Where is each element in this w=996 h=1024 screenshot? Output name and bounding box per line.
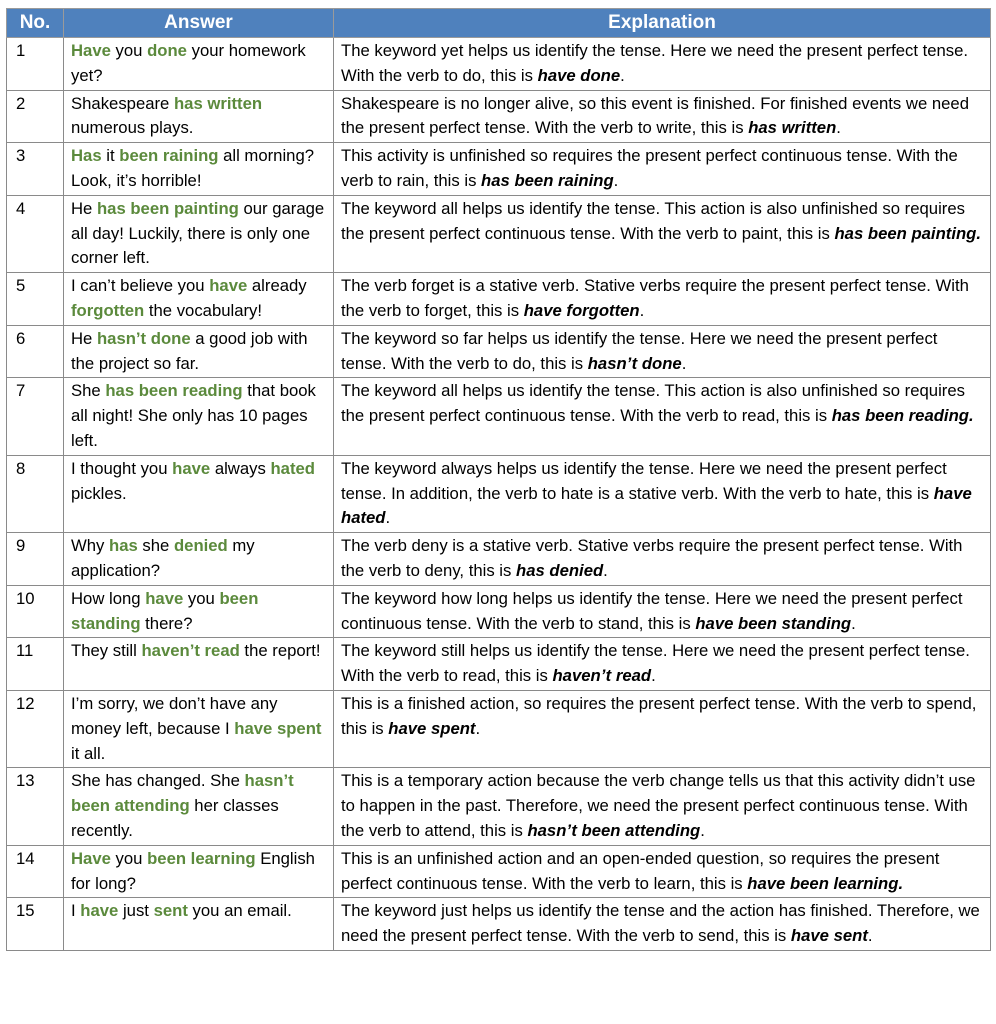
text-segment: . (385, 508, 391, 528)
text-segment: The verb forget is a stative verb. Stative verbs require the present perfect tense. With the verb to forget, this is (341, 276, 969, 320)
text-segment: The keyword just helps us identify the tense and the action has finished. Therefore, we need the present perfect tense. With the verb to send, this is (341, 901, 980, 946)
explanation-cell (334, 585, 991, 638)
text-segment: it all. (71, 743, 106, 763)
text-segment: He (71, 198, 97, 218)
answer-cell (64, 638, 334, 691)
answer-cell (64, 455, 334, 532)
text-segment: all morning? Look, it’s horrible! (71, 146, 315, 190)
verb-form: has been raining (481, 170, 614, 190)
explanation-cell (334, 845, 991, 898)
table-row (7, 585, 991, 638)
text-segment: How long (71, 588, 146, 608)
verb-highlight: have (145, 588, 184, 608)
text-segment: . (639, 300, 645, 320)
text-segment: This is a finished action, so requires the present perfect tense. With the verb to spend, this is (341, 693, 977, 738)
verb-form: have done (537, 65, 621, 85)
verb-highlight: been standing (71, 588, 259, 633)
answer-cell (64, 90, 334, 143)
text-segment: . (603, 560, 608, 580)
row-number: 6 (7, 325, 64, 378)
explanation-cell (334, 143, 991, 196)
text-segment: our garage all day! Luckily, there is only one corner left. (71, 198, 325, 268)
text-segment: Why (71, 536, 110, 556)
text-segment: This is a temporary action because the verb change tells us that this activity didn’t use to happen in the past. Therefore, we need the present perfect continuous tense. With the verb to attend, this is (341, 771, 976, 840)
text-segment: you an email. (187, 901, 292, 921)
verb-highlight: Have (71, 848, 111, 868)
text-segment: you (183, 588, 220, 608)
row-number: 3 (7, 143, 64, 196)
text-segment: The keyword yet helps us identify the tense. Here we need the present perfect tense. With the verb to do, this is (341, 41, 969, 85)
text-segment: . (613, 170, 619, 190)
text-segment: there? (140, 613, 193, 633)
verb-form: have been standing (695, 613, 852, 633)
text-segment: a good job with the project so far. (71, 328, 308, 373)
text-segment: . (851, 613, 856, 633)
verb-form: have hated (341, 483, 972, 528)
verb-form: have forgotten (523, 300, 640, 320)
table-row (7, 898, 991, 951)
text-segment: This activity is unfinished so requires the present perfect continuous tense. With the verb to rain, this is (341, 146, 958, 190)
verb-highlight: have spent (234, 718, 322, 738)
explanation-cell (334, 690, 991, 767)
text-segment: pickles. (71, 483, 127, 503)
verb-highlight: Has (71, 146, 102, 166)
explanation-cell (334, 768, 991, 845)
explanation-cell (334, 378, 991, 455)
text-segment: just (118, 901, 154, 921)
verb-highlight: forgotten (71, 300, 145, 320)
verb-form: has written (748, 118, 837, 138)
table-row (7, 273, 991, 326)
text-segment: The keyword all helps us identify the tense. This action is also unfinished so requires the present perfect continuous tense. With the verb to paint, this is (341, 198, 965, 243)
text-segment: The keyword all helps us identify the tense. This action is also unfinished so requires the present perfect continuous tense. With the verb to read, this is (341, 381, 965, 426)
text-segment: you (110, 848, 148, 868)
text-segment: They still (71, 641, 142, 661)
text-segment: her classes recently. (71, 796, 279, 840)
explanation-cell (334, 455, 991, 532)
verb-highlight: has been reading (105, 381, 243, 401)
text-segment: The keyword how long helps us identify the tense. Here we need the present perfect continuous tense. With the verb to stand, this is (341, 588, 963, 633)
table-row (7, 690, 991, 767)
text-segment: I can’t believe you (71, 276, 210, 296)
text-segment: English for long? (71, 848, 315, 893)
text-segment: The keyword always helps us identify the tense. Here we need the present perfect tense. In addition, the verb to hate is a stative verb. With the verb to hate, this is (341, 458, 947, 503)
verb-form: has been reading. (831, 406, 974, 426)
text-segment: . (700, 820, 705, 840)
table-row (7, 38, 991, 91)
explanation-cell (334, 898, 991, 951)
answer-cell (64, 845, 334, 898)
verb-highlight: Have (71, 41, 111, 60)
answer-cell (64, 273, 334, 326)
text-segment: she (137, 536, 174, 556)
row-number: 10 (7, 585, 64, 638)
table-header-row (7, 9, 991, 38)
text-segment: that book all night! She only has 10 pages left. (71, 381, 316, 450)
verb-highlight: have (80, 901, 119, 921)
verb-highlight: has (109, 536, 138, 556)
answer-cell (64, 378, 334, 455)
explanation-cell (334, 325, 991, 378)
explanation-cell (334, 638, 991, 691)
table-row (7, 638, 991, 691)
answer-key-table-wrapper (6, 8, 990, 951)
explanation-cell (334, 90, 991, 143)
answer-key-table (6, 8, 991, 951)
text-segment: The keyword still helps us identify the tense. Here we need the present perfect tense. With the verb to read, this is (341, 641, 970, 686)
text-segment: The keyword so far helps us identify the tense. Here we need the present perfect tense. With the verb to do, this is (341, 328, 938, 373)
verb-highlight: been raining (119, 146, 219, 166)
text-segment: already (247, 276, 307, 296)
text-segment: I’m sorry, we don’t have any money left, because I (71, 693, 278, 738)
verb-form: haven’t read (552, 666, 652, 686)
verb-form: have sent (790, 926, 868, 946)
table-row (7, 143, 991, 196)
text-segment: . (867, 926, 873, 946)
table-row (7, 378, 991, 455)
verb-highlight: been learning (147, 848, 256, 868)
text-segment: always (210, 458, 271, 478)
header-no: No. (7, 9, 64, 38)
text-segment: She has changed. She (71, 771, 245, 791)
table-row (7, 195, 991, 272)
table-row (7, 533, 991, 586)
verb-highlight: hasn’t done (96, 328, 191, 348)
row-number: 13 (7, 768, 64, 845)
answer-cell (64, 533, 334, 586)
row-number: 12 (7, 690, 64, 767)
row-number: 2 (7, 90, 64, 143)
text-segment: your homework yet? (71, 41, 306, 85)
text-segment: . (836, 118, 841, 138)
row-number: 15 (7, 898, 64, 951)
text-segment: you (110, 41, 148, 60)
row-number: 14 (7, 845, 64, 898)
explanation-cell (334, 38, 991, 91)
verb-highlight: have (172, 458, 211, 478)
verb-form: has been painting. (834, 223, 981, 243)
text-segment: He (71, 328, 97, 348)
table-row (7, 845, 991, 898)
answer-cell (64, 898, 334, 951)
row-number: 7 (7, 378, 64, 455)
verb-highlight: hasn’t been attending (71, 771, 294, 816)
row-number: 5 (7, 273, 64, 326)
verb-highlight: hated (270, 458, 315, 478)
table-row (7, 768, 991, 845)
text-segment: the vocabulary! (144, 300, 263, 320)
table-row (7, 325, 991, 378)
verb-form: have been learning. (747, 873, 904, 893)
verb-form: hasn’t been attending (527, 820, 701, 840)
row-number: 11 (7, 638, 64, 691)
answer-cell (64, 143, 334, 196)
answer-cell (64, 768, 334, 845)
text-segment: the report! (239, 641, 321, 661)
verb-highlight: has been painting (96, 198, 239, 218)
verb-highlight: haven’t read (141, 641, 240, 661)
text-segment: I thought you (71, 458, 173, 478)
verb-form: have spent (388, 718, 476, 738)
explanation-cell (334, 533, 991, 586)
row-number: 9 (7, 533, 64, 586)
text-segment: The verb deny is a stative verb. Stative verbs require the present perfect tense. With the verb to deny, this is (341, 536, 963, 580)
answer-cell (64, 585, 334, 638)
header-answer: Answer (64, 9, 334, 38)
text-segment: . (475, 718, 481, 738)
row-number: 1 (7, 38, 64, 91)
verb-highlight: has written (173, 93, 263, 113)
verb-form: hasn’t done (587, 353, 682, 373)
table-row (7, 455, 991, 532)
answer-cell (64, 38, 334, 91)
text-segment: . (651, 666, 656, 686)
table-body (7, 38, 991, 951)
verb-highlight: done (147, 41, 187, 60)
explanation-cell (334, 273, 991, 326)
row-number: 8 (7, 455, 64, 532)
answer-cell (64, 195, 334, 272)
text-segment: it (101, 146, 120, 166)
table-row (7, 90, 991, 143)
text-segment: numerous plays. (71, 118, 194, 138)
text-segment: my application? (71, 536, 255, 580)
answer-cell (64, 690, 334, 767)
verb-form: has denied (516, 560, 604, 580)
text-segment: She (71, 381, 106, 401)
row-number: 4 (7, 195, 64, 272)
explanation-cell (334, 195, 991, 272)
text-segment: This is an unfinished action and an open-ended question, so requires the present perfect continuous tense. With the verb to learn, this is (341, 848, 940, 893)
verb-highlight: have (209, 276, 248, 296)
verb-highlight: denied (173, 536, 228, 556)
text-segment: . (620, 65, 625, 85)
answer-cell (64, 325, 334, 378)
header-explanation: Explanation (334, 9, 991, 38)
verb-highlight: sent (153, 901, 188, 921)
text-segment: Shakespeare (71, 93, 174, 113)
text-segment: Shakespeare is no longer alive, so this event is finished. For finished events we need the present perfect tense. With the verb to write, this is (341, 93, 969, 138)
text-segment: I (71, 901, 81, 921)
text-segment: . (681, 353, 687, 373)
